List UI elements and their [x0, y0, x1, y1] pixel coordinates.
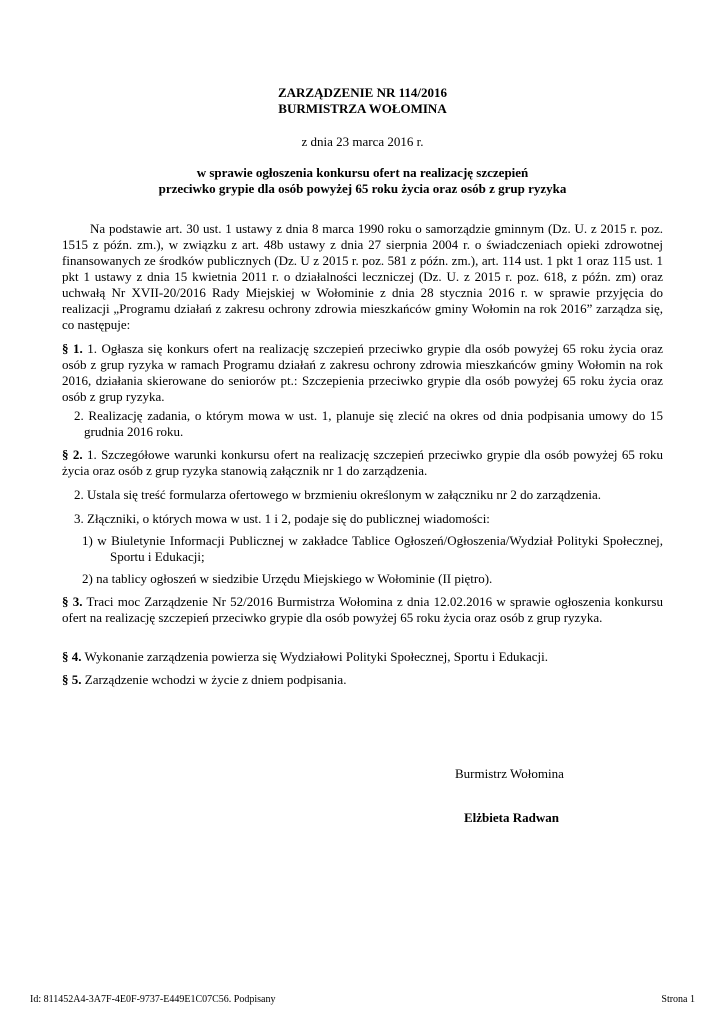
section-2-item-1-text: 1) w Biuletynie Informacji Publicznej w zakładce Tablice Ogłoszeń/Ogłoszenia/Wydział Polityki Społecznej, Sportu i Edukacji; — [82, 533, 663, 564]
section-2-para-3-text: 3. Złączniki, o których mowa w ust. 1 i 2, podaje się do publicznej wiadomości: — [74, 511, 490, 526]
section-2-para-2 — [74, 487, 663, 503]
preamble — [62, 221, 663, 333]
document-subject — [62, 165, 663, 197]
signature-title: Burmistrz Wołomina — [455, 766, 564, 781]
subject-line-2: przeciwko grypie dla osób powyżej 65 roku życia oraz osób z grup ryzyka — [158, 181, 567, 196]
section-1-para-1 — [62, 341, 663, 405]
section-2-mark: § 2. — [62, 447, 83, 462]
document-title — [62, 85, 663, 117]
section-1-text: 1. Ogłasza się konkurs ofert na realizację szczepień przeciwko grypie dla osób powyżej 65 roku życia oraz osób z grup ryzyka w ramach Programu działań z zakresu ochrony zdrowia mieszkańców gminy Wołomin na rok 2016, działania skierowane do seniorów pt.: Szczepienia przeciwko grypie dla osób powyżej 65 roku życia oraz osób z grup ryzyka. — [62, 341, 664, 404]
section-5-text: Zarządzenie wchodzi w życie z dniem podpisania. — [84, 672, 347, 687]
section-4-text: Wykonanie zarządzenia powierza się Wydziałowi Polityki Społecznej, Sportu i Edukacji. — [84, 649, 549, 664]
document-date: z dnia 23 marca 2016 r. — [301, 134, 424, 149]
title-line-1: ZARZĄDZENIE NR 114/2016 — [277, 85, 448, 100]
section-2-para-2-text: 2. Ustala się treść formularza ofertowego w brzmieniu określonym w załączniku nr 2 do zarządzenia. — [74, 487, 602, 502]
footer-document-id: Id: 811452A4-3A7F-4E0F-9737-E449E1C07C56. Podpisany — [30, 994, 276, 1005]
section-2-para-3 — [74, 511, 663, 527]
section-2-text: 1. Szczegółowe warunki konkursu ofert na realizację szczepień przeciwko grypie dla osób powyżej 65 roku życia oraz osób z grup ryzyka stanowią załącznik nr 1 do zarządzenia. — [62, 447, 664, 478]
section-3-text: Traci moc Zarządzenie Nr 52/2016 Burmistrza Wołomina z dnia 12.02.2016 w sprawie ogłoszenia konkursu ofert na realizację szczepień przeciwko grypie dla osób powyżej 65 roku życia oraz osób z grup ryzyka. — [62, 594, 663, 625]
section-5-mark: § 5. — [62, 672, 82, 687]
section-3 — [62, 594, 663, 626]
section-5 — [62, 672, 663, 688]
section-4 — [62, 649, 663, 665]
title-line-2: BURMISTRZA WOŁOMINA — [278, 101, 447, 116]
signature-name: Elżbieta Radwan — [464, 810, 559, 825]
section-4-mark: § 4. — [62, 649, 82, 664]
preamble-text: Na podstawie art. 30 ust. 1 ustawy z dnia 8 marca 1990 roku o samorządzie gminnym (Dz. U. z 2015 r. poz. 1515 z późn. zm.), w związku z art. 48b ustawy z dnia 27 sierpnia 2004 r. o świadczeniach opieki zdrowotnej finansowanych ze środków publicznych (Dz. U z 2015 r. poz. 581 z późn. zm.), art. 114 ust. 1 pkt 1 oraz 115 ust. 1 pkt 1 ustawy z dnia 15 kwietnia 2011 r. o działalności leczniczej (Dz. U. z 2015 r. poz. 618, z późn. zm) oraz uchwałą Nr XVII-20/2016 Rady Miejskiej w Wołominie z dnia 28 stycznia 2016 r. w sprawie przyjęcia do realizacji „Programu działań z zakresu ochrony zdrowia mieszkańców gminy Wołomin na rok 2016” zarządza się, co następuje: — [62, 221, 663, 332]
subject-line-1: w sprawie ogłoszenia konkursu ofert na realizację szczepień — [196, 165, 529, 180]
section-2-item-2 — [82, 571, 663, 587]
section-2-item-1 — [82, 533, 663, 565]
footer-page-number: Strona 1 — [661, 994, 695, 1005]
section-2-item-2-text: 2) na tablicy ogłoszeń w siedzibie Urzędu Miejskiego w Wołominie (II piętro). — [82, 571, 493, 586]
section-2-para-1 — [62, 447, 663, 479]
section-1-para-2 — [62, 408, 663, 440]
section-1-mark: § 1. — [62, 341, 83, 356]
section-3-mark: § 3. — [62, 594, 83, 609]
section-1-para-2-text: 2. Realizację zadania, o którym mowa w ust. 1, planuje się zlecić na okres od dnia podpisania umowy do 15 grudnia 2016 roku. — [74, 408, 663, 439]
